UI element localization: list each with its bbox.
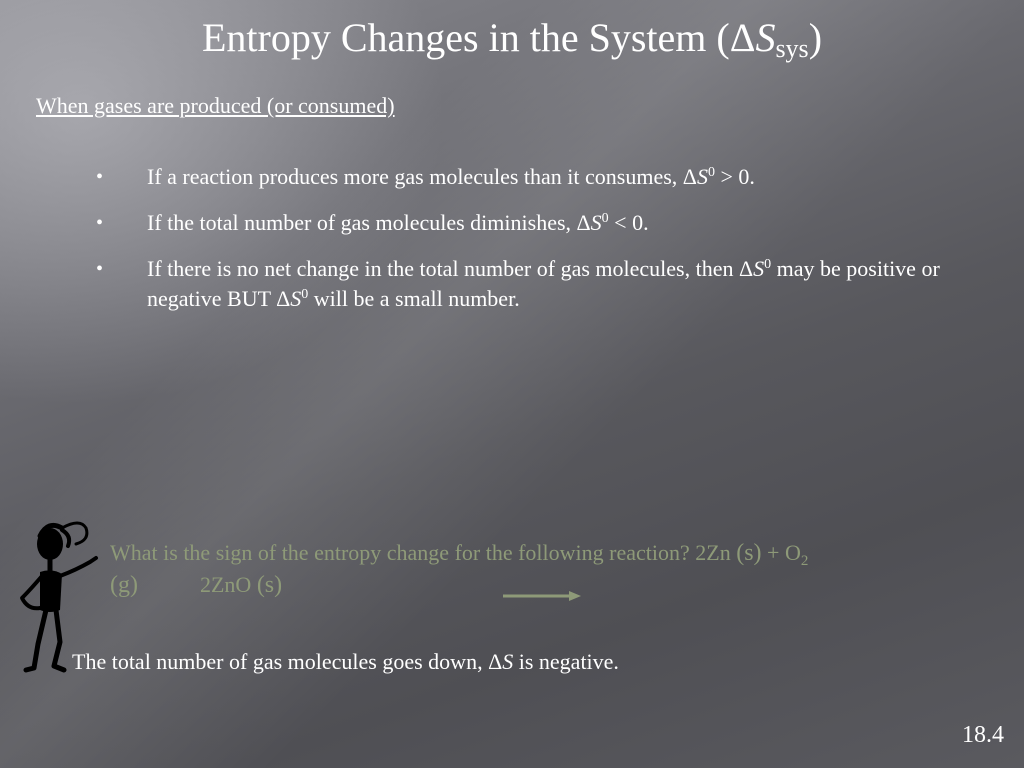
delta-symbol: Δ xyxy=(576,210,591,235)
answer-text xyxy=(72,647,619,677)
entropy-symbol: S xyxy=(502,649,514,674)
entropy-symbol: S xyxy=(696,164,708,189)
answer-body: The total number of gas molecules goes down, xyxy=(72,649,489,674)
product-label: 2ZnO xyxy=(199,572,257,597)
oxygen-subscript: 2 xyxy=(800,553,809,569)
bullet-text-end: < 0. xyxy=(608,210,649,235)
entropy-symbol: S xyxy=(590,210,602,235)
bullet-dot: • xyxy=(96,166,104,188)
question-body: What is the sign of the entropy change for the following reaction? 2Zn xyxy=(110,540,737,565)
bullet-text-end: > 0. xyxy=(714,164,755,189)
bullet-list xyxy=(96,162,956,330)
bullet-text-middle: may be positive or negative BUT xyxy=(147,256,940,311)
superscript: 0 xyxy=(764,257,772,272)
bullet-dot: • xyxy=(96,212,104,234)
bullet-text: If there is no net change in the total number of gas molecules, then xyxy=(147,256,739,281)
bullet-text-end: will be a small number. xyxy=(308,286,520,311)
bullet-item xyxy=(96,162,956,192)
state-label: (s) xyxy=(256,572,283,598)
delta-symbol: Δ xyxy=(488,649,503,674)
superscript: 0 xyxy=(601,211,609,226)
bullet-dot: • xyxy=(96,258,104,280)
bullet-item xyxy=(96,254,956,314)
slide-title xyxy=(0,14,1024,62)
bullet-text: If the total number of gas molecules diminishes, xyxy=(147,210,577,235)
delta-symbol: Δ xyxy=(682,164,697,189)
title-symbol: S xyxy=(755,15,776,60)
title-text: Entropy Changes in the System ( xyxy=(201,15,730,60)
reaction-arrow-icon xyxy=(503,589,583,603)
slide-number: 18.4 xyxy=(962,722,1004,748)
state-label: (g) xyxy=(110,572,138,598)
delta-symbol: Δ xyxy=(276,286,291,311)
bullet-item xyxy=(96,208,956,238)
superscript: 0 xyxy=(301,287,309,302)
state-label: (s) xyxy=(736,540,762,566)
entropy-symbol: S xyxy=(290,286,302,311)
bullet-text: If a reaction produces more gas molecules than it consumes, xyxy=(147,164,683,189)
title-subscript: sys xyxy=(775,34,809,63)
plus-oxygen: + O xyxy=(761,540,801,565)
superscript: 0 xyxy=(707,165,715,180)
title-close: ) xyxy=(808,15,823,60)
subheading: When gases are produced (or consumed) xyxy=(36,93,395,118)
delta-symbol: Δ xyxy=(738,256,754,281)
title-delta: Δ xyxy=(729,15,756,60)
answer-end: is negative. xyxy=(513,649,619,674)
entropy-symbol: S xyxy=(753,256,765,281)
